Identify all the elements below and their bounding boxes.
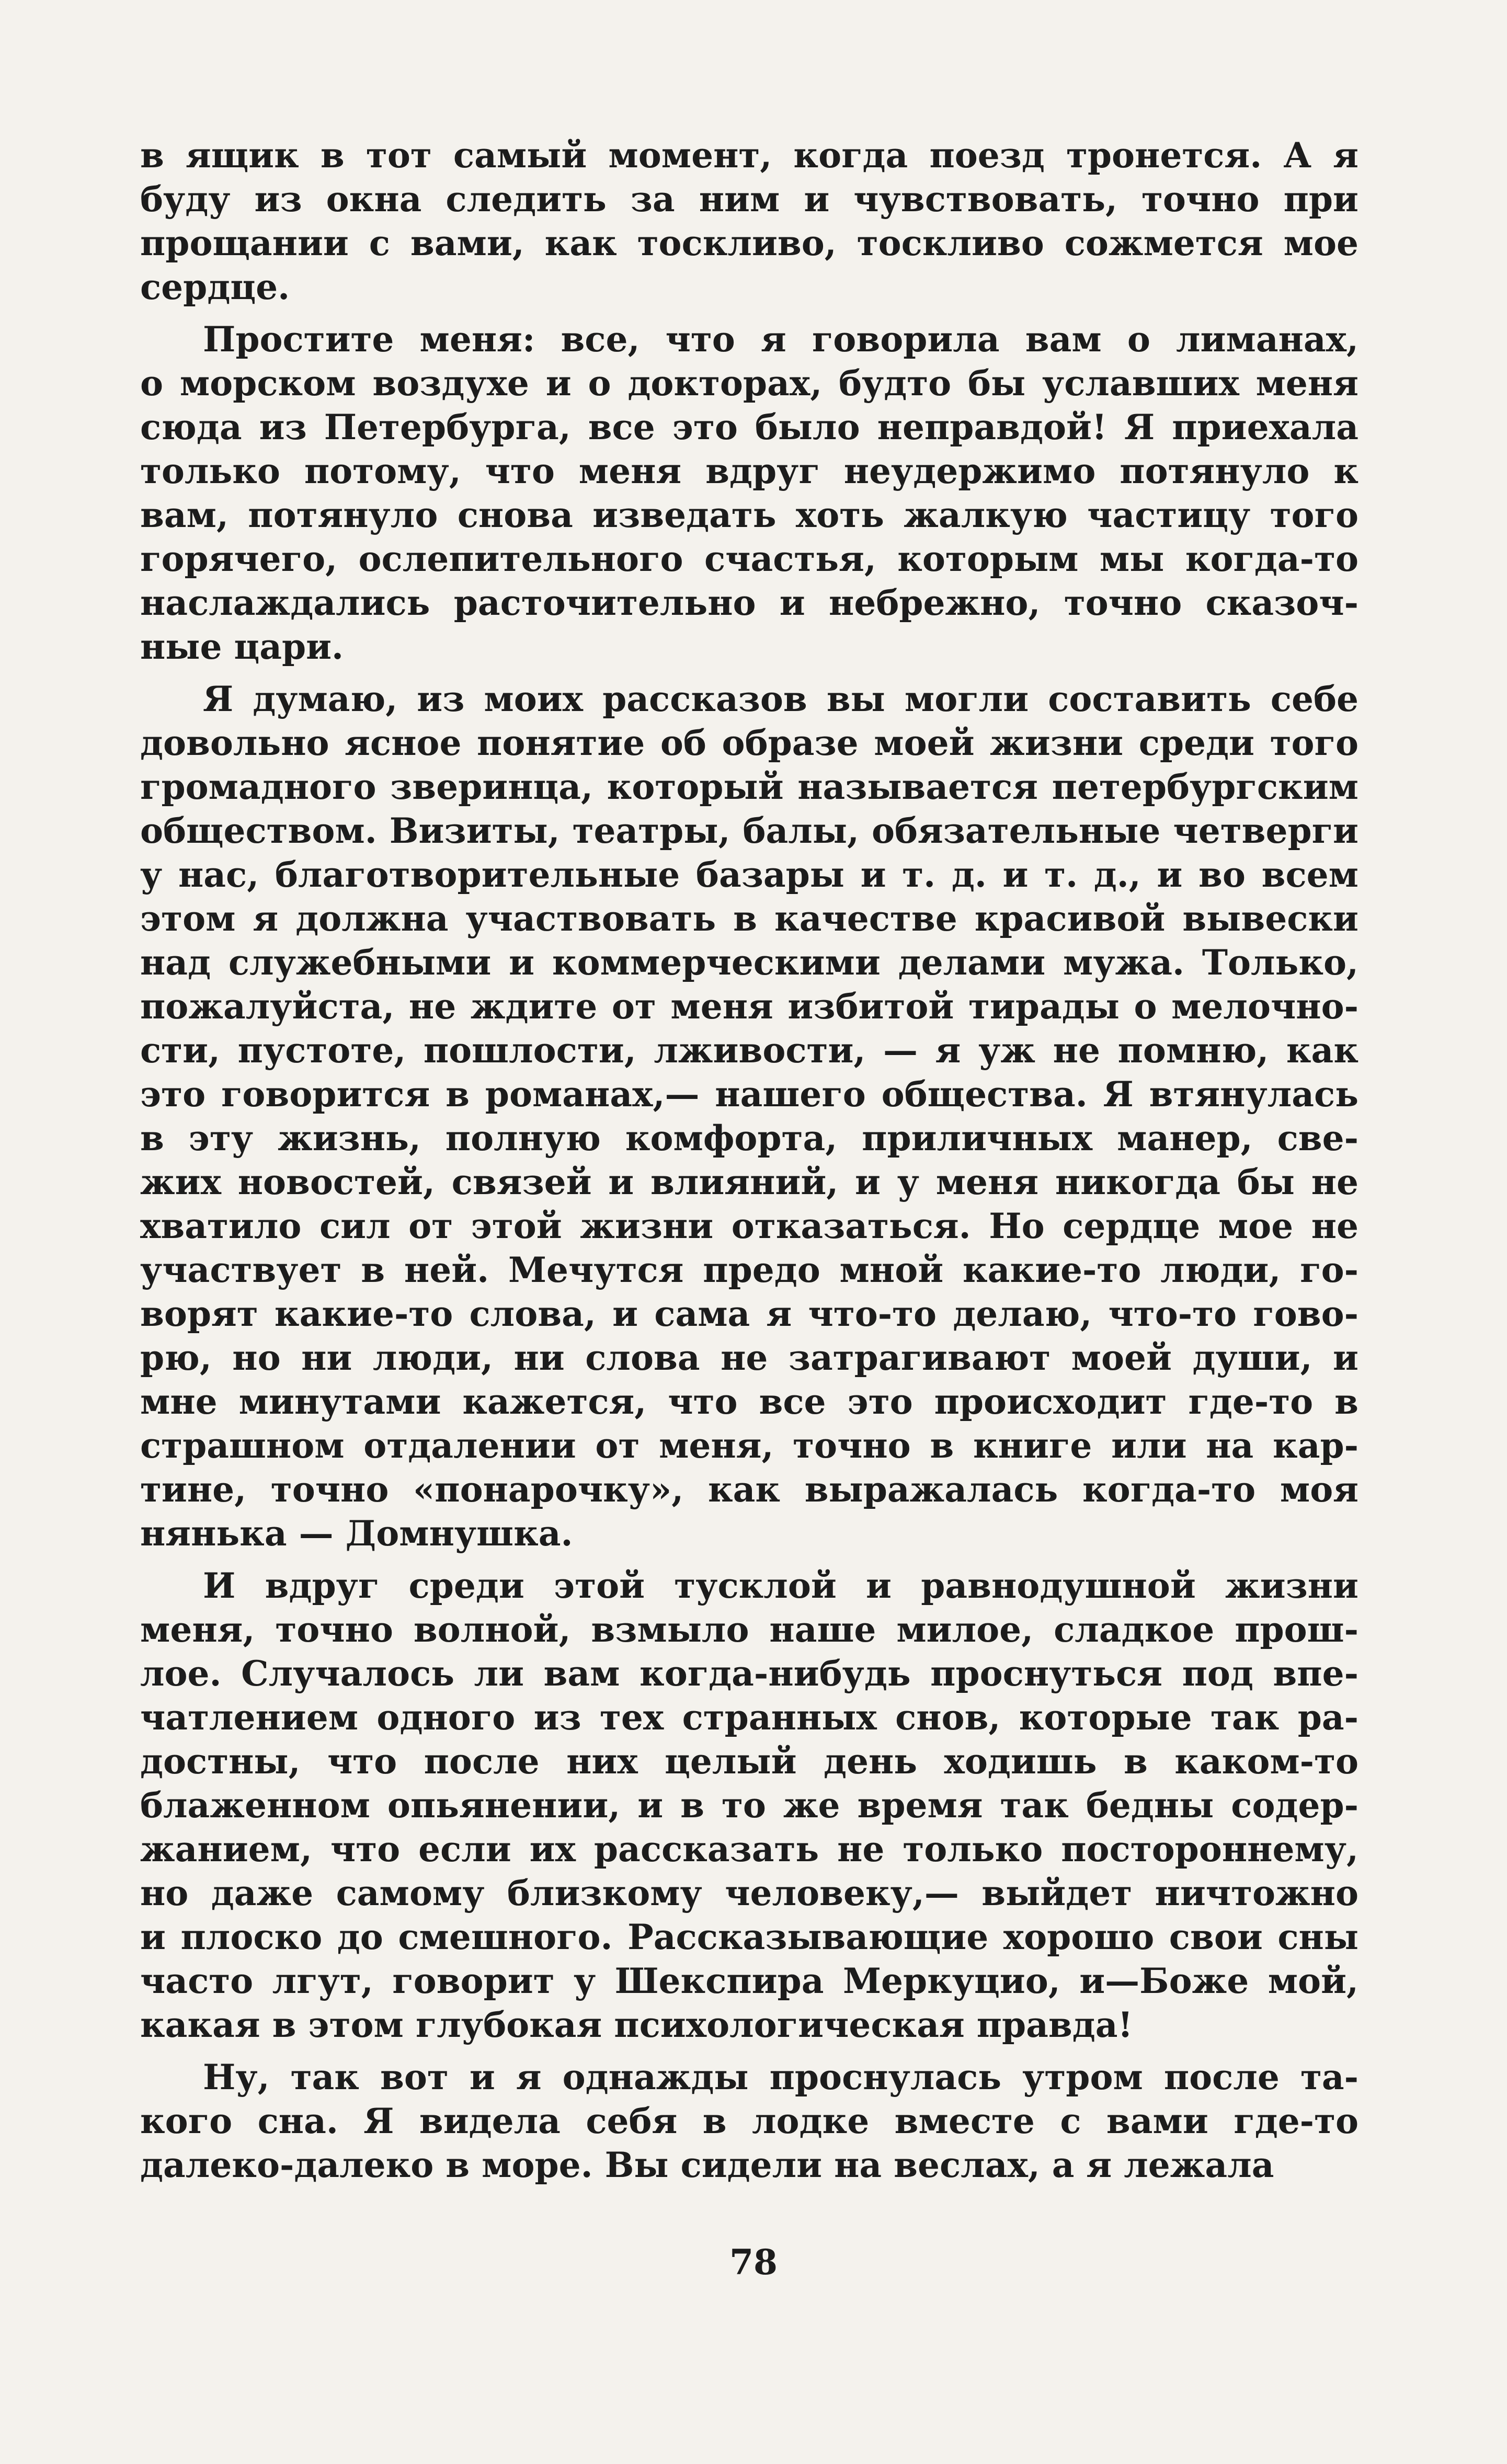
text-line: какая в этом глубокая психологическая правда! [140, 2004, 1133, 2045]
text-line: пожалуйста, не ждите от меня избитой тирады о мелочно- [140, 986, 1358, 1027]
text-line: И вдруг среди этой тусклой и равнодушной жизни [203, 1565, 1358, 1606]
text-line: наслаждались расточительно и небрежно, точно сказоч- [140, 582, 1358, 623]
text-line: жанием, что если их рассказать не только постороннему, [140, 1829, 1358, 1870]
text-line: ворят какие-то слова, и сама я что-то делаю, что-то гово- [140, 1293, 1358, 1334]
text-line: обществом. Визиты, театры, балы, обязательные четверги [140, 810, 1358, 851]
text-line: мне минутами кажется, что все это происходит где-то в [140, 1381, 1358, 1422]
text-line: о морском воздухе и о докторах, будто бы уславших меня [140, 363, 1358, 404]
text-line: буду из окна следить за ним и чувствовать, точно при [140, 179, 1358, 220]
text-line: довольно ясное понятие об образе моей жизни среди того [140, 723, 1358, 763]
text-line: вам, потянуло снова изведать хоть жалкую частицу того [140, 495, 1358, 535]
text-line: часто лгут, говорит у Шекспира Меркуцио, и—Боже мой, [140, 1961, 1358, 2001]
text-line: только потому, что меня вдруг неудержимо потянуло к [140, 451, 1358, 491]
paragraph [140, 2055, 1358, 2187]
text-line: прощании с вами, как тоскливо, тоскливо сожмется мое [140, 223, 1358, 263]
text-line: блаженном опьянении, и в то же время так бедны содер- [140, 1785, 1358, 1826]
text-line: Простите меня: все, что я говорила вам о лиманах, [203, 319, 1358, 360]
text-line: тине, точно «понарочку», как выражалась когда-то моя [140, 1469, 1358, 1510]
text-line: сюда из Петербурга, все это было неправдой! Я приехала [140, 407, 1358, 448]
text-line: в эту жизнь, полную комфорта, приличных манер, све- [140, 1118, 1358, 1159]
text-line: кого сна. Я видела себя в лодке вместе с вами где-то [140, 2101, 1358, 2141]
text-line: лое. Случалось ли вам когда-нибудь проснуться под впе- [140, 1653, 1358, 1694]
paragraph [140, 1564, 1358, 2047]
text-line: сти, пустоте, пошлости, лживости, — я уж не помню, как [140, 1030, 1358, 1071]
text-line: участвует в ней. Мечутся предо мной какие-то люди, го- [140, 1250, 1358, 1290]
text-line: и плоско до смешного. Рассказывающие хорошо свои сны [140, 1917, 1358, 1957]
text-line: далеко-далеко в море. Вы сидели на веслах, а я лежала [140, 2145, 1274, 2185]
text-line: у нас, благотворительные базары и т. д. и т. д., и во всем [140, 854, 1358, 895]
text-line: Я думаю, из моих рассказов вы могли составить себе [203, 679, 1358, 719]
text-line: страшном отдалении от меня, точно в книге или на кар- [140, 1425, 1358, 1466]
text-line: нянька — Домнушка. [140, 1513, 573, 1554]
paragraph [140, 133, 1358, 309]
text-line: ные цари. [140, 626, 344, 667]
text-line: Ну, так вот и я однажды проснулась утром после та- [203, 2057, 1358, 2098]
text-line: но даже самому близкому человеку,— выйдет ничтожно [140, 1873, 1358, 1913]
text-line: рю, но ни люди, ни слова не затрагивают моей души, и [140, 1337, 1358, 1378]
text-line: горячего, ослепительного счастья, которым мы когда-то [140, 538, 1358, 579]
text-line: меня, точно волной, взмыло наше милое, сладкое прош- [140, 1609, 1358, 1650]
text-line: чатлением одного из тех странных снов, которые так ра- [140, 1697, 1358, 1738]
body-text [140, 133, 1358, 2187]
text-line: достны, что после них целый день ходишь в каком-то [140, 1741, 1358, 1782]
page-number: 78 [729, 2242, 778, 2283]
text-line: сердце. [140, 267, 290, 307]
text-line: этом я должна участвовать в качестве красивой вывески [140, 898, 1358, 939]
paragraph [140, 677, 1358, 1555]
paragraph [140, 317, 1358, 669]
text-line: в ящик в тот самый момент, когда поезд тронется. А я [140, 135, 1358, 176]
text-line: это говорится в романах,— нашего общества. Я втянулась [140, 1074, 1358, 1115]
text-line: жих новостей, связей и влияний, и у меня никогда бы не [140, 1162, 1358, 1202]
text-line: хватило сил от этой жизни отказаться. Но сердце мое не [140, 1206, 1358, 1246]
text-line: над служебными и коммерческими делами мужа. Только, [140, 942, 1358, 983]
text-line: громадного зверинца, который называется петербургским [140, 766, 1358, 807]
